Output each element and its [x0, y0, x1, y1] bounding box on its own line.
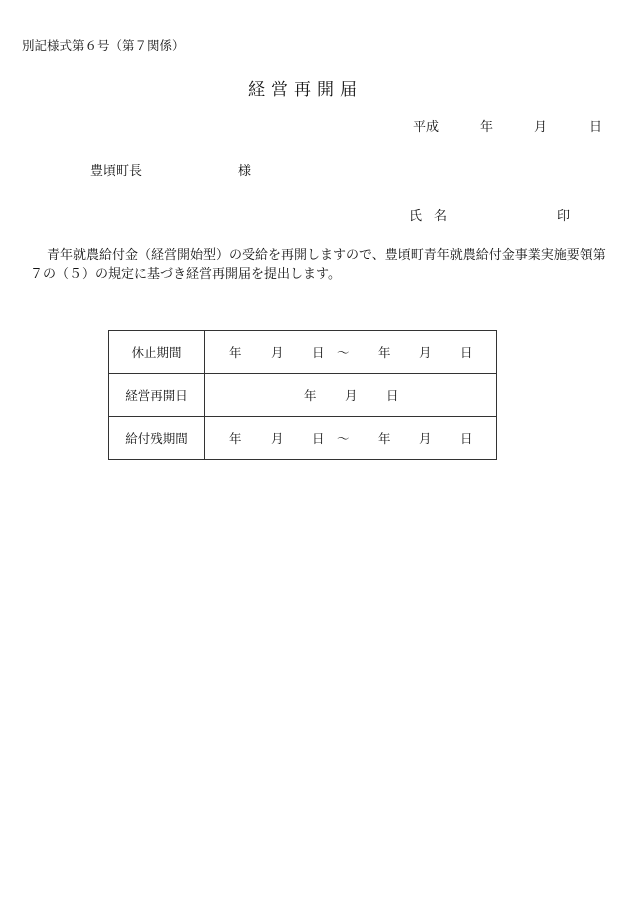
table-row [109, 374, 497, 417]
recipient-honorific: 様 [238, 164, 252, 179]
date-month-unit: 月 [534, 120, 548, 135]
date-day-unit: 日 [460, 345, 473, 360]
date-era: 平成 [413, 120, 440, 135]
table-row [109, 417, 497, 460]
date-year-unit: 年 [480, 120, 494, 135]
resumption-date-value [205, 374, 497, 417]
date-year-unit: 年 [229, 431, 242, 446]
date-month-unit: 月 [271, 431, 284, 446]
document-title: 経営再開届 [248, 80, 363, 100]
range-separator: ～ [337, 431, 350, 446]
date-day-unit: 日 [312, 345, 325, 360]
date-month-unit: 月 [419, 431, 432, 446]
date-day-unit: 日 [386, 388, 399, 403]
seal-label: 印 [557, 209, 571, 224]
body-paragraph: 青年就農給付金（経営開始型）の受給を再開しますので、豊頃町青年就農給付金事業実施要領第７の（５）の規定に基づき経営再開届を提出します。 [30, 248, 606, 282]
recipient-name: 豊頃町長 [90, 164, 143, 179]
remaining-period-value [205, 417, 497, 460]
table-row [109, 331, 497, 374]
resumption-date-label: 経営再開日 [109, 374, 205, 417]
date-year-unit: 年 [378, 431, 391, 446]
date-day-unit: 日 [589, 120, 603, 135]
date-year-unit: 年 [378, 345, 391, 360]
date-year-unit: 年 [304, 388, 317, 403]
resumption-table [108, 330, 497, 460]
date-month-unit: 月 [271, 345, 284, 360]
remaining-period-label: 給付残期間 [109, 417, 205, 460]
date-year-unit: 年 [229, 345, 242, 360]
date-month-unit: 月 [419, 345, 432, 360]
date-day-unit: 日 [312, 431, 325, 446]
applicant-name-label: 氏名 [409, 209, 460, 224]
suspension-period-value [205, 331, 497, 374]
suspension-period-label: 休止期間 [109, 331, 205, 374]
form-number: 別記様式第６号（第７関係） [22, 38, 185, 53]
date-day-unit: 日 [460, 431, 473, 446]
range-separator: ～ [337, 345, 350, 360]
date-month-unit: 月 [345, 388, 358, 403]
